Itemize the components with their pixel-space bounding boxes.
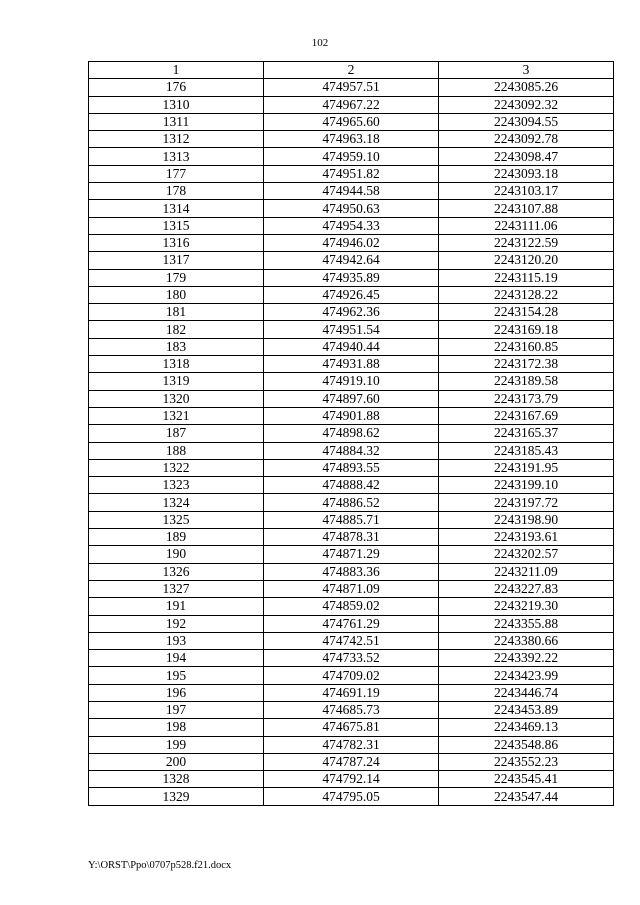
table-row	[89, 701, 614, 718]
table-cell-col-2: 474951.54	[264, 321, 439, 338]
table-cell-col-3: 2243547.44	[439, 788, 614, 805]
table-row	[89, 753, 614, 770]
table-cell-col-1: 1310	[89, 96, 264, 113]
table-row	[89, 650, 614, 667]
table-cell-col-3: 2243103.17	[439, 183, 614, 200]
table-cell-col-3: 2243154.28	[439, 304, 614, 321]
table-cell-col-2: 474859.02	[264, 598, 439, 615]
table-cell-col-1: 1321	[89, 407, 264, 424]
table-row	[89, 529, 614, 546]
table-row	[89, 373, 614, 390]
table-cell-col-1: 1327	[89, 580, 264, 597]
table-row	[89, 736, 614, 753]
table-cell-col-3: 2243094.55	[439, 113, 614, 130]
table-cell-col-2: 474967.22	[264, 96, 439, 113]
table-row	[89, 338, 614, 355]
table-row	[89, 719, 614, 736]
table-cell-col-3: 2243355.88	[439, 615, 614, 632]
table-cell-col-3: 2243122.59	[439, 234, 614, 251]
table-row	[89, 563, 614, 580]
table-cell-col-1: 191	[89, 598, 264, 615]
table-cell-col-3: 2243115.19	[439, 269, 614, 286]
table-row	[89, 425, 614, 442]
table-cell-col-1: 1319	[89, 373, 264, 390]
table-row	[89, 442, 614, 459]
table-cell-col-3: 2243185.43	[439, 442, 614, 459]
table-cell-col-1: 180	[89, 286, 264, 303]
table-cell-col-1: 1314	[89, 200, 264, 217]
table-cell-col-3: 2243453.89	[439, 701, 614, 718]
table-cell-col-2: 474898.62	[264, 425, 439, 442]
table-row	[89, 79, 614, 96]
table-row	[89, 459, 614, 476]
table-cell-col-3: 2243548.86	[439, 736, 614, 753]
table-row	[89, 131, 614, 148]
table-cell-col-3: 2243219.30	[439, 598, 614, 615]
table-cell-col-1: 182	[89, 321, 264, 338]
table-row	[89, 304, 614, 321]
table-cell-col-1: 192	[89, 615, 264, 632]
table-cell-col-2: 474931.88	[264, 356, 439, 373]
table-cell-col-1: 1318	[89, 356, 264, 373]
table-cell-col-2: 474946.02	[264, 234, 439, 251]
table-cell-col-3: 2243093.18	[439, 165, 614, 182]
table-cell-col-3: 2243111.06	[439, 217, 614, 234]
table-cell-col-3: 2243172.38	[439, 356, 614, 373]
table-cell-col-1: 190	[89, 546, 264, 563]
table-cell-col-3: 2243392.22	[439, 650, 614, 667]
table-cell-col-2: 474795.05	[264, 788, 439, 805]
coordinates-table	[88, 61, 614, 806]
table-cell-col-2: 474782.31	[264, 736, 439, 753]
table-cell-col-2: 474942.64	[264, 252, 439, 269]
table-cell-col-1: 189	[89, 529, 264, 546]
table-cell-col-2: 474883.36	[264, 563, 439, 580]
page-number: 102	[311, 37, 329, 49]
table-cell-col-2: 474954.33	[264, 217, 439, 234]
table-row	[89, 788, 614, 805]
table-cell-col-3: 2243092.32	[439, 96, 614, 113]
table-cell-col-3: 2243128.22	[439, 286, 614, 303]
table-cell-col-1: 197	[89, 701, 264, 718]
table-cell-col-2: 474935.89	[264, 269, 439, 286]
table-cell-col-3: 2243092.78	[439, 131, 614, 148]
table-cell-col-2: 474709.02	[264, 667, 439, 684]
table-cell-col-3: 2243189.58	[439, 373, 614, 390]
table-cell-col-2: 474959.10	[264, 148, 439, 165]
table-cell-col-1: 1320	[89, 390, 264, 407]
table-cell-col-2: 474951.82	[264, 165, 439, 182]
table-cell-col-1: 199	[89, 736, 264, 753]
table-cell-col-2: 474761.29	[264, 615, 439, 632]
table-cell-col-3: 2243552.23	[439, 753, 614, 770]
table-cell-col-3: 2243173.79	[439, 390, 614, 407]
table-cell-col-2: 474685.73	[264, 701, 439, 718]
table-row	[89, 269, 614, 286]
table-cell-col-3: 2243227.83	[439, 580, 614, 597]
table-cell-col-2: 474962.36	[264, 304, 439, 321]
table-row	[89, 598, 614, 615]
table-row	[89, 580, 614, 597]
table-row	[89, 494, 614, 511]
table-row	[89, 615, 614, 632]
table-cell-col-1: 176	[89, 79, 264, 96]
table-cell-col-3: 2243120.20	[439, 252, 614, 269]
table-cell-col-2: 474950.63	[264, 200, 439, 217]
table-cell-col-1: 1317	[89, 252, 264, 269]
table-cell-col-1: 198	[89, 719, 264, 736]
table-cell-col-1: 195	[89, 667, 264, 684]
table-cell-col-3: 2243423.99	[439, 667, 614, 684]
table-cell-col-3: 2243193.61	[439, 529, 614, 546]
table-cell-col-2: 474675.81	[264, 719, 439, 736]
table-cell-col-2: 474792.14	[264, 771, 439, 788]
table-cell-col-3: 2243469.13	[439, 719, 614, 736]
table-cell-col-2: 474919.10	[264, 373, 439, 390]
table-cell-col-2: 474885.71	[264, 511, 439, 528]
table-row	[89, 667, 614, 684]
table-cell-col-2: 474897.60	[264, 390, 439, 407]
table-cell-col-2: 474965.60	[264, 113, 439, 130]
table-cell-col-1: 196	[89, 684, 264, 701]
table-cell-col-1: 1325	[89, 511, 264, 528]
table-cell-col-1: 200	[89, 753, 264, 770]
table-cell-col-1: 1313	[89, 148, 264, 165]
table-cell-col-2: 474787.24	[264, 753, 439, 770]
table-cell-col-3: 2243098.47	[439, 148, 614, 165]
table-cell-col-1: 183	[89, 338, 264, 355]
table-cell-col-3: 2243160.85	[439, 338, 614, 355]
table-cell-col-2: 474926.45	[264, 286, 439, 303]
table-cell-col-3: 2243446.74	[439, 684, 614, 701]
table-cell-col-1: 1326	[89, 563, 264, 580]
table-row	[89, 234, 614, 251]
table-cell-col-3: 2243199.10	[439, 477, 614, 494]
table-cell-col-1: 1323	[89, 477, 264, 494]
table-row	[89, 96, 614, 113]
table-cell-col-1: 1311	[89, 113, 264, 130]
table-cell-col-2: 474871.29	[264, 546, 439, 563]
table-row	[89, 286, 614, 303]
table-body	[89, 79, 614, 805]
table-cell-col-1: 1312	[89, 131, 264, 148]
table-row	[89, 684, 614, 701]
table-row	[89, 200, 614, 217]
table-cell-col-1: 1316	[89, 234, 264, 251]
table-cell-col-1: 178	[89, 183, 264, 200]
table-cell-col-1: 193	[89, 632, 264, 649]
table-row	[89, 252, 614, 269]
table-cell-col-1: 1322	[89, 459, 264, 476]
table-cell-col-3: 2243167.69	[439, 407, 614, 424]
table-cell-col-1: 188	[89, 442, 264, 459]
table-cell-col-1: 1315	[89, 217, 264, 234]
table-cell-col-2: 474957.51	[264, 79, 439, 96]
table-row	[89, 771, 614, 788]
table-row	[89, 148, 614, 165]
table-cell-col-1: 1328	[89, 771, 264, 788]
table-cell-col-2: 474901.88	[264, 407, 439, 424]
table-cell-col-1: 181	[89, 304, 264, 321]
column-header-2: 2	[264, 62, 439, 79]
table-header-row	[89, 62, 614, 79]
table-row	[89, 321, 614, 338]
table-cell-col-2: 474733.52	[264, 650, 439, 667]
table-cell-col-2: 474944.58	[264, 183, 439, 200]
table-cell-col-3: 2243380.66	[439, 632, 614, 649]
table-row	[89, 217, 614, 234]
table-cell-col-3: 2243545.41	[439, 771, 614, 788]
table-cell-col-2: 474884.32	[264, 442, 439, 459]
table-cell-col-2: 474878.31	[264, 529, 439, 546]
table-row	[89, 477, 614, 494]
table-cell-col-1: 1329	[89, 788, 264, 805]
table-cell-col-1: 1324	[89, 494, 264, 511]
table-row	[89, 632, 614, 649]
table-cell-col-3: 2243169.18	[439, 321, 614, 338]
table-row	[89, 511, 614, 528]
table-cell-col-3: 2243202.57	[439, 546, 614, 563]
table-cell-col-1: 177	[89, 165, 264, 182]
table-cell-col-2: 474893.55	[264, 459, 439, 476]
table-cell-col-1: 194	[89, 650, 264, 667]
table-row	[89, 356, 614, 373]
table-cell-col-3: 2243165.37	[439, 425, 614, 442]
footer-file-path: Y:\ORST\Ppo\0707p528.f21.docx	[88, 860, 232, 871]
table-cell-col-2: 474742.51	[264, 632, 439, 649]
table-cell-col-3: 2243198.90	[439, 511, 614, 528]
table-row	[89, 407, 614, 424]
table-row	[89, 546, 614, 563]
table-row	[89, 165, 614, 182]
table-cell-col-2: 474691.19	[264, 684, 439, 701]
table-cell-col-3: 2243197.72	[439, 494, 614, 511]
table-cell-col-3: 2243085.26	[439, 79, 614, 96]
table-cell-col-3: 2243107.88	[439, 200, 614, 217]
table-cell-col-3: 2243191.95	[439, 459, 614, 476]
table-cell-col-1: 187	[89, 425, 264, 442]
table-cell-col-2: 474886.52	[264, 494, 439, 511]
table-row	[89, 113, 614, 130]
column-header-1: 1	[89, 62, 264, 79]
table-cell-col-2: 474871.09	[264, 580, 439, 597]
table-cell-col-2: 474963.18	[264, 131, 439, 148]
column-header-3: 3	[439, 62, 614, 79]
table-row	[89, 183, 614, 200]
table-cell-col-1: 179	[89, 269, 264, 286]
table-row	[89, 390, 614, 407]
table-cell-col-2: 474940.44	[264, 338, 439, 355]
table-cell-col-3: 2243211.09	[439, 563, 614, 580]
table-cell-col-2: 474888.42	[264, 477, 439, 494]
